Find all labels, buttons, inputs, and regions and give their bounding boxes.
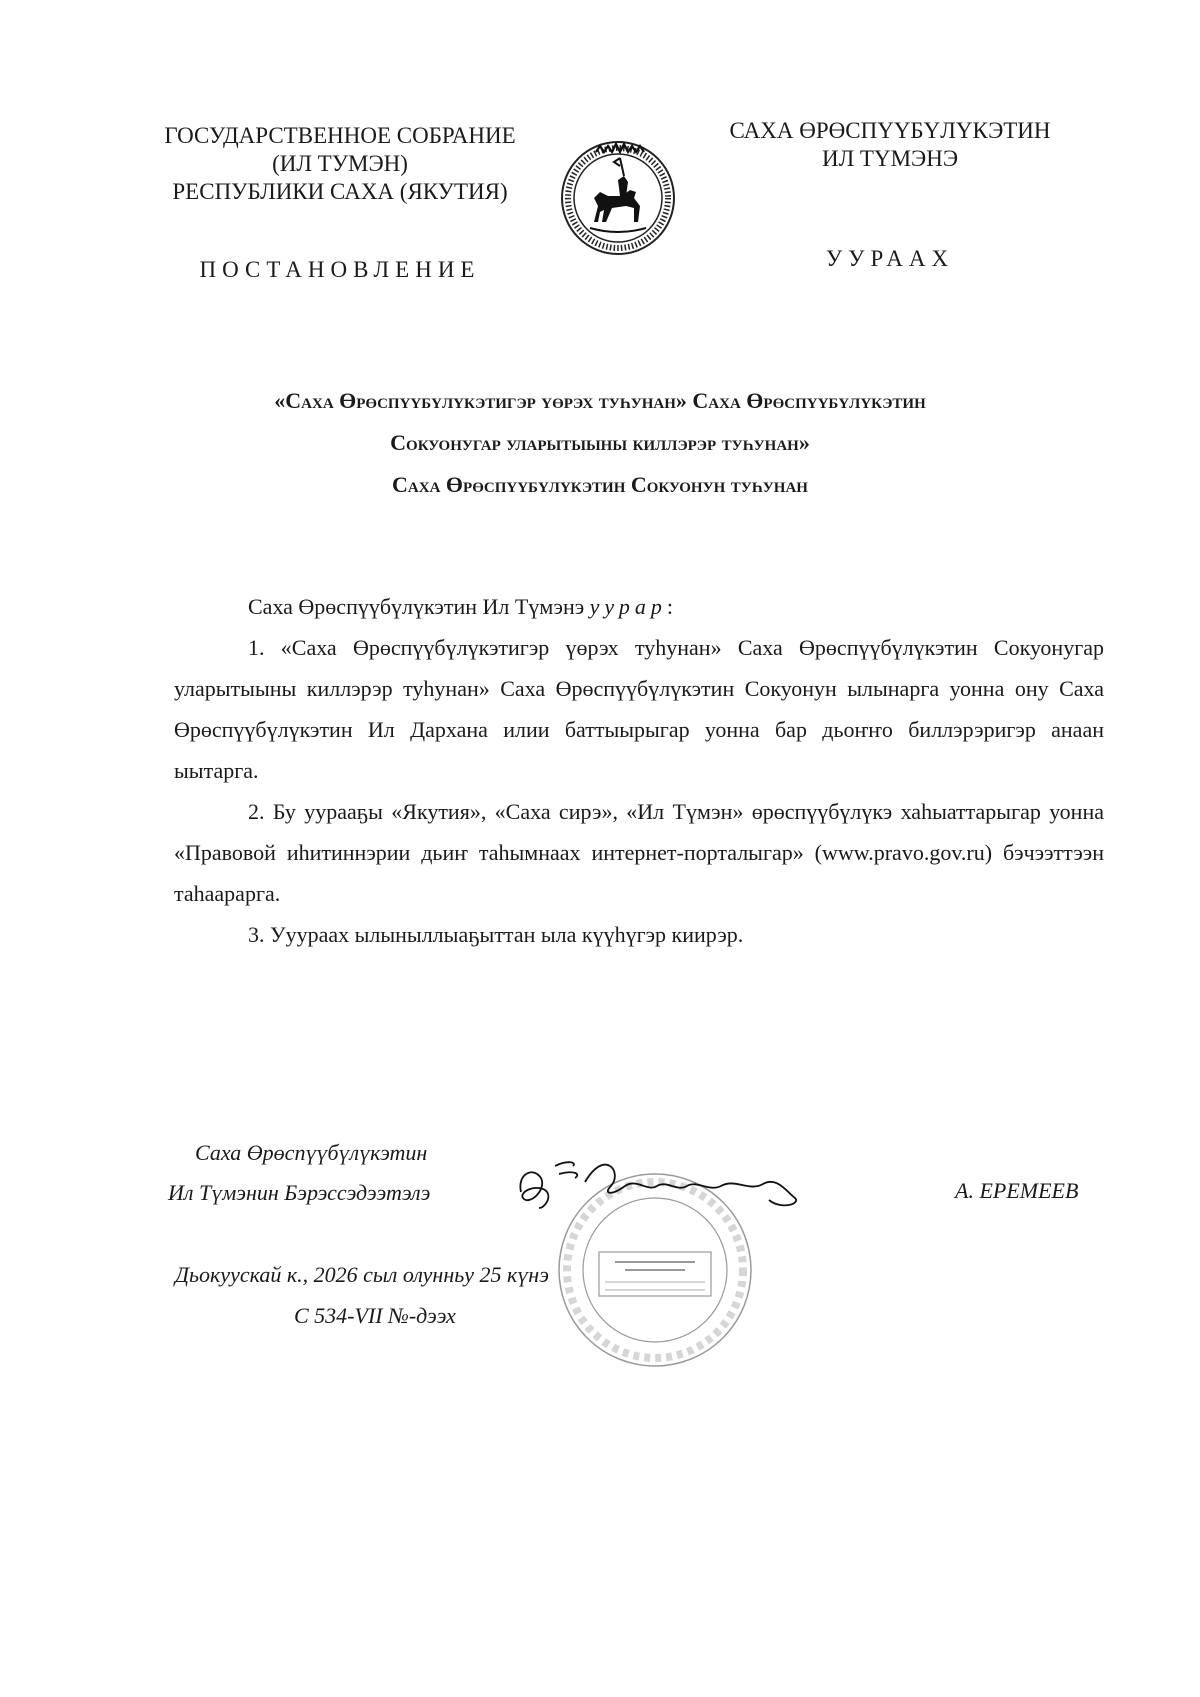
place-and-date: Дьокуускай к., 2026 сыл олунньу 25 күнэ — [175, 1262, 549, 1287]
paragraph-2: 2. Бу уурааҕы «Якутия», «Саха сирэ», «Ил Түмэн» өрөспүүбүлүкэ хаһыаттарыгар уонна «Правовой иһитиннэрии дьиҥ таһымнаах интернет-порталыгар» (www.pravo.gov.ru) бэчээттээн таһаарарга. — [174, 799, 1104, 906]
paragraph-3: 3. Ууураах ылыныллыаҕыттан ыла күүһүгэр киирэр. — [248, 922, 744, 947]
lead-line — [174, 586, 1104, 627]
registration-number: С 534-VII №-дээх — [294, 1303, 456, 1328]
signer-position-line: Саха Өрөспүүбүлүкэтин — [195, 1140, 428, 1165]
doc-type-yakut: УУРААХ — [825, 246, 955, 271]
handwritten-signature — [515, 1152, 825, 1222]
paragraph-1: 1. «Саха Өрөспүүбүлүкэтигэр үөрэх туһунан» Саха Өрөспүүбүлүкэтин Сокуонугар уларытыыны киллэрэр туһунан» Саха Өрөспүүбүлүкэтин Сокуонун ылынарга уонна ону Саха Өрөспүүбүлүкэтин Ил Дархана илии баттыырыгар уонна бар дьоҥҥо биллэрэригэр анаан ыытарга. — [174, 635, 1104, 783]
document-title — [120, 380, 1080, 506]
header-right-line: ИЛ ТҮМЭНЭ — [821, 146, 959, 171]
lead-colon: : — [666, 594, 674, 619]
signer-name: А. ЕРЕМЕЕВ — [955, 1178, 1079, 1203]
signer-position-line: Ил Түмэнин Бэрэссэдээтэлэ — [168, 1180, 431, 1205]
title-line: Сокуонугар уларытыыны киллэрэр туһунан» — [390, 430, 810, 455]
title-line: Саха Өрөспүүбүлүкэтин Сокуонун туһунан — [392, 472, 808, 497]
document-body — [174, 586, 1104, 955]
header-left-line: (ИЛ ТУМЭН) — [272, 151, 408, 176]
header-right — [700, 117, 1080, 173]
header-left-line: ГОСУДАРСТВЕННОЕ СОБРАНИЕ — [164, 123, 516, 148]
lead-text: Саха Өрөспүүбүлүкэтин Ил Түмэнэ — [248, 594, 585, 619]
decree-word: уурар — [589, 594, 667, 619]
header-left-line: РЕСПУБЛИКИ САХА (ЯКУТИЯ) — [172, 179, 508, 204]
header-right-line: САХА ӨРӨСПҮҮБҮЛҮКЭТИН — [729, 118, 1051, 143]
header-left — [130, 122, 550, 206]
coat-of-arms-emblem — [560, 140, 676, 256]
title-line: «Саха Өрөспүүбүлүкэтигэр үөрэх туһунан» Саха Өрөспүүбүлүкэтин — [274, 388, 926, 413]
signer-position — [168, 1133, 508, 1213]
doc-type-russian: ПОСТАНОВЛЕНИЕ — [199, 257, 481, 282]
